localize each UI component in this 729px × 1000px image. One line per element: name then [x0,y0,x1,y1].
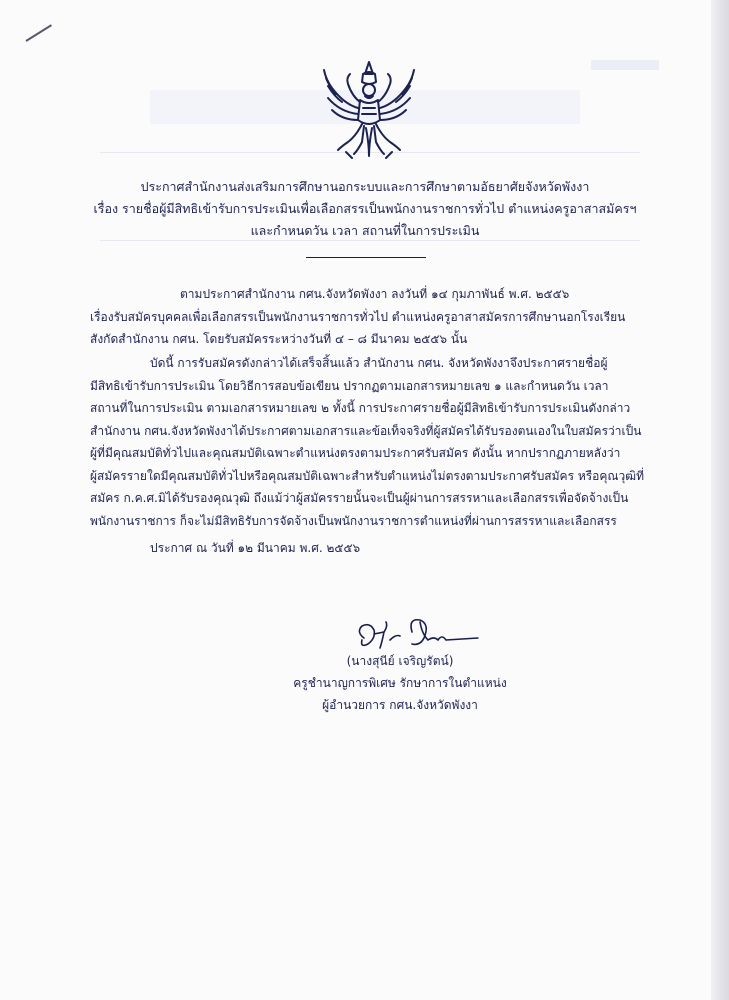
pen-mark [25,24,52,42]
announcement-date-text: ประกาศ ณ วันที่ ๑๒ มีนาคม พ.ศ. ๒๕๕๖ [150,541,361,555]
show-through-mark [591,60,659,70]
paragraph-line: พนักงานราชการ ก็จะไม่มีสิทธิรับการจัดจ้างเป็นพนักงานราชการตำแหน่งที่ผ่านการสรรหาและเลือกสรร [90,513,617,528]
paragraph-line: สำนักงาน กศน.จังหวัดพังงาได้ประกาศตามเอกสารและข้อเท็จจริงที่ผู้สมัครได้รับรองตนเองในใบสมัครว่าเป็น [90,423,642,438]
paragraph-line: สถานที่ในการประเมิน ตามเอกสารหมายเลข ๒ ทั้งนี้ การประกาศรายชื่อผู้มีสิทธิเข้ารับการประเมินดังกล่าว [90,401,631,415]
signatory-position: ครูชำนาญการพิเศษ รักษาการในตำแหน่ง [293,676,507,690]
announcement-title: ประกาศสำนักงานส่งเสริมการศึกษานอกระบบและการศึกษาตามอัธยาศัยจังหวัดพังงา [140,179,590,194]
paragraph-line: ตามประกาศสำนักงาน กศน.จังหวัดพังงา ลงวันที่ ๑๔ กุมภาพันธ์ พ.ศ. ๒๕๕๖ [180,287,570,301]
paragraph-line: ผู้ที่มีคุณสมบัติทั่วไปและคุณสมบัติเฉพาะตำแหน่งตรงตามประกาศรับสมัคร ดังนั้น หากปรากฏภายหลังว่า [90,446,621,460]
paragraph-announcement [90,352,655,532]
paragraph-line: เรื่องรับสมัครบุคคลเพื่อเลือกสรรเป็นพนักงานราชการทั่วไป ตำแหน่งครูอาสาสมัครการศึกษานอกโรงเรียน [90,309,626,324]
paragraph-line: สมัคร ก.ค.ศ.มิได้รับรองคุณวุฒิ ถึงแม้ว่าผู้สมัครรายนั้นจะเป็นผู้ผ่านการสรรหาและเลือกสรรเพื่อจัดจ้างเป็น [90,491,629,505]
announcement-subject-continued: และกำหนดวัน เวลา สถานที่ในการประเมิน [250,223,480,238]
paragraph-line: มีสิทธิเข้ารับการประเมิน โดยวิธีการสอบข้อเขียน ปรากฏตามเอกสารหมายเลข ๑ และกำหนดวัน เวลา [90,378,609,393]
header-divider [306,257,426,258]
garuda-emblem-icon [318,58,420,168]
paragraph-line: สังกัดสำนักงาน กศน. โดยรับสมัครระหว่างวันที่ ๔ – ๘ มีนาคม ๒๕๕๖ นั้น [90,332,468,346]
signatory-title: ผู้อำนวยการ กศน.จังหวัดพังงา [322,698,478,712]
announcement-date [90,537,655,560]
announcement-subject: เรื่อง รายชื่อผู้มีสิทธิเข้ารับการประเมินเพื่อเลือกสรรเป็นพนักงานราชการทั่วไป ตำแหน่งครูอาสาสมัครฯ [93,201,637,216]
paragraph-reference [90,283,655,351]
paragraph-line: บัดนี้ การรับสมัครดังกล่าวได้เสร็จสิ้นแล้ว สำนักงาน กศน. จังหวัดพังงาจึงประกาศรายชื่อผู้ [150,356,608,370]
paragraph-line: ผู้สมัครรายใดมีคุณสมบัติทั่วไปหรือคุณสมบัติเฉพาะสำหรับตำแหน่งไม่ตรงตามประกาศรับสมัคร หรือคุณวุฒิที่ [90,468,645,483]
signatory-name: (นางสุนีย์ เจริญรัตน์) [346,654,454,668]
page-edge-shadow [711,0,729,1000]
